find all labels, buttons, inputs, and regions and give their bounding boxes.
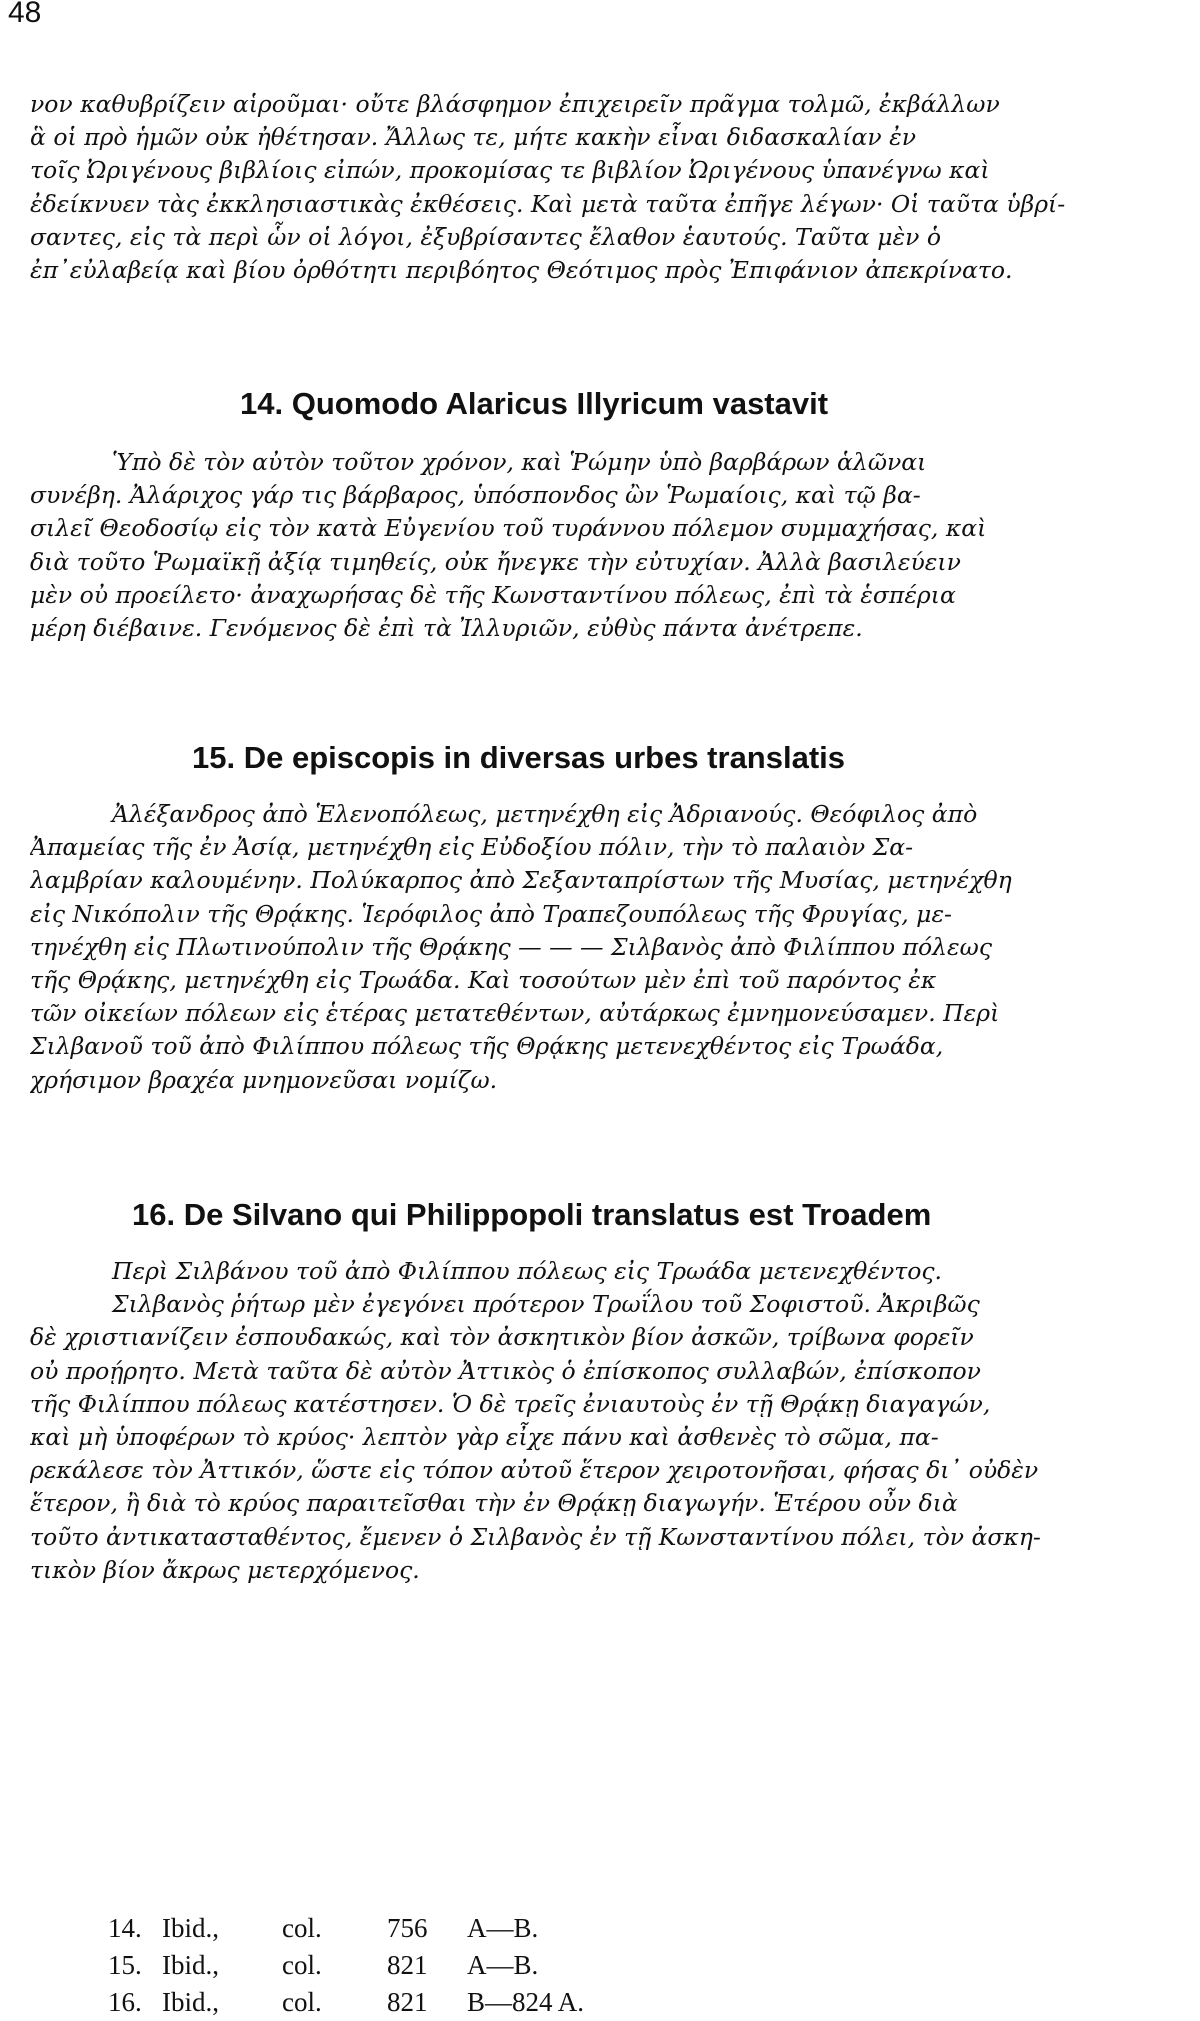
footnote-number: 14. bbox=[108, 1913, 142, 1943]
footnote-col-label: col. bbox=[282, 1950, 322, 1980]
page-number: 48 bbox=[8, 0, 42, 29]
text-line: εἰς Νικόπολιν τῆς Θρᾴκης. Ἱερόφιλος ἀπὸ Τραπεζουπόλεως τῆς Φρυγίας, με- bbox=[30, 899, 952, 928]
text-line: τῆς Θρᾴκης, μετηνέχθη εἰς Τρωάδα. Καὶ τοσούτων μὲν ἐπὶ τοῦ παρόντος ἐκ bbox=[30, 966, 937, 995]
footnote bbox=[108, 1984, 584, 2021]
text-line: Ἀλέξανδρος ἀπὸ Ἑλενοπόλεως, μετηνέχθη εἰς Ἀδριανούς. Θεόφιλος ἀπὸ bbox=[112, 800, 978, 828]
footnote-col-number: 821 bbox=[387, 1987, 428, 2017]
text-line: μέρη διέβαινε. Γενόμενος δὲ ἐπὶ τὰ Ἰλλυριῶν, εὐθὺς πάντα ἀνέτρεπε. bbox=[30, 614, 863, 643]
text-line: διὰ τοῦτο Ῥωμαϊκῇ ἀξίᾳ τιμηθείς, οὐκ ἤνεγκε τὴν εὐτυχίαν. Ἀλλὰ βασιλεύειν bbox=[30, 547, 961, 576]
text-line: σαντες, εἰς τὰ περὶ ὧν οἱ λόγοι, ἐξυβρίσαντες ἔλαθον ἑαυτούς. Ταῦτα μὲν ὁ bbox=[30, 222, 941, 251]
text-line: τηνέχθη εἰς Πλωτινούπολιν τῆς Θρᾴκης — — — Σιλβανὸς ἀπὸ Φιλίππου πόλεως bbox=[30, 932, 992, 961]
footnote-col-label: col. bbox=[282, 1987, 322, 2017]
section-heading: 15. De episcopis in diversas urbes translatis bbox=[192, 740, 846, 775]
footnote-location: A—B. bbox=[467, 1913, 539, 1943]
text-line: Ὑπὸ δὲ τὸν αὐτὸν τοῦτον χρόνον, καὶ Ῥώμην ὑπὸ βαρβάρων ἁλῶναι bbox=[112, 448, 927, 476]
footnote bbox=[108, 1947, 584, 1984]
text-line: Ἀπαμείας τῆς ἐν Ἀσίᾳ, μετηνέχθη εἰς Εὐδοξίου πόλιν, τὴν τὸ παλαιὸν Σα- bbox=[30, 833, 914, 862]
footnote-ref: Ibid., bbox=[162, 1987, 219, 2017]
text-line: Σιλβανὸς ῥήτωρ μὲν ἐγεγόνει πρότερον Τρωΐλου τοῦ Σοφιστοῦ. Ἀκριβῶς bbox=[112, 1290, 980, 1319]
text-line: ρεκάλεσε τὸν Ἀττικόν, ὥστε εἰς τόπον αὐτοῦ ἕτερον χειροτονῆσαι, φήσας δι᾿ οὐδὲν bbox=[30, 1456, 1039, 1485]
text-line: τῆς Φιλίππου πόλεως κατέστησεν. Ὁ δὲ τρεῖς ἐνιαυτοὺς ἐν τῇ Θρᾴκῃ διαγαγών, bbox=[30, 1389, 991, 1418]
text-line: Περὶ Σιλβάνου τοῦ ἀπὸ Φιλίππου πόλεως εἰς Τρωάδα μετενεχθέντος. bbox=[112, 1257, 943, 1285]
footnote-number: 15. bbox=[108, 1950, 142, 1980]
footnote-number: 16. bbox=[108, 1987, 142, 2017]
footnote bbox=[108, 1910, 584, 1947]
footnotes bbox=[108, 1910, 584, 2021]
text-line: καὶ μὴ ὑποφέρων τὸ κρύος· λεπτὸν γὰρ εἶχε πάνυ καὶ ἀσθενὲς τὸ σῶμα, πα- bbox=[30, 1423, 939, 1452]
section-body bbox=[30, 1255, 1185, 1587]
section-heading: 14. Quomodo Alaricus Illyricum vastavit bbox=[240, 386, 829, 421]
text-line: συνέβη. Ἀλάριχος γάρ τις βάρβαρος, ὑπόσπονδος ὢν Ῥωμαίοις, καὶ τῷ βα- bbox=[30, 481, 921, 510]
intro-paragraph bbox=[30, 88, 1185, 287]
text-line: ἕτερον, ἢ διὰ τὸ κρύος παραιτεῖσθαι τὴν ἐν Θρᾴκῃ διαγωγήν. Ἑτέρου οὖν διὰ bbox=[30, 1489, 958, 1518]
section-body bbox=[30, 798, 1185, 1097]
text-line: τῶν οἰκείων πόλεων εἰς ἑτέρας μετατεθέντων, αὐτάρκως ἐμνημονεύσαμεν. Περὶ bbox=[30, 999, 1000, 1028]
footnote-col-number: 756 bbox=[387, 1913, 428, 1943]
footnote-ref: Ibid., bbox=[162, 1913, 219, 1943]
text-line: ἃ οἱ πρὸ ἡμῶν οὐκ ἠθέτησαν. Ἄλλως τε, μήτε κακὴν εἶναι διδασκαλίαν ἐν bbox=[30, 123, 917, 152]
text-line: Σιλβανοῦ τοῦ ἀπὸ Φιλίππου πόλεως τῆς Θρᾴκης μετενεχθέντος εἰς Τρωάδα, bbox=[30, 1032, 944, 1061]
footnote-location: B—824 A. bbox=[467, 1987, 585, 2017]
text-line: σιλεῖ Θεοδοσίῳ εἰς τὸν κατὰ Εὐγενίου τοῦ τυράννου πόλεμον συμμαχήσας, καὶ bbox=[30, 514, 987, 543]
footnote-col-number: 821 bbox=[387, 1950, 428, 1980]
section-heading: 16. De Silvano qui Philippopoli translatus est Troadem bbox=[132, 1197, 932, 1232]
text-line: λαμβρίαν καλουμένην. Πολύκαρπος ἀπὸ Σεξανταπρίστων τῆς Μυσίας, μετηνέχθη bbox=[30, 866, 1012, 895]
text-line: ἐπ᾿εὐλαβείᾳ καὶ βίου ὀρθότητι περιβόητος Θεότιμος πρὸς Ἐπιφάνιον ἀπεκρίνατο. bbox=[30, 256, 1013, 285]
text-line: τοῖς Ὠριγένους βιβλίοις εἰπών, προκομίσας τε βιβλίον Ὠριγένους ὑπανέγνω καὶ bbox=[30, 156, 990, 185]
text-line: χρήσιμον βραχέα μνημονεῦσαι νομίζω. bbox=[30, 1065, 498, 1094]
text-line: ἐδείκνυεν τὰς ἐκκλησιαστικὰς ἐκθέσεις. Καὶ μετὰ ταῦτα ἐπῆγε λέγων· Οἱ ταῦτα ὑβρί- bbox=[30, 189, 1066, 218]
text-line: τικὸν βίον ἄκρως μετερχόμενος. bbox=[30, 1555, 420, 1584]
footnote-location: A—B. bbox=[467, 1950, 539, 1980]
section-body bbox=[30, 446, 1185, 645]
footnote-ref: Ibid., bbox=[162, 1950, 219, 1980]
text-line: νον καθυβρίζειν αἱροῦμαι· οὔτε βλάσφημον ἐπιχειρεῖν πρᾶγμα τολμῶ, ἐκβάλλων bbox=[30, 90, 1000, 118]
text-line: οὐ προῄρητο. Μετὰ ταῦτα δὲ αὐτὸν Ἀττικὸς ὁ ἐπίσκοπος συλλαβών, ἐπίσκοπον bbox=[30, 1356, 981, 1385]
text-line: τοῦτο ἀντικατασταθέντος, ἔμενεν ὁ Σιλβανὸς ἐν τῇ Κωνσταντίνου πόλει, τὸν ἀσκη- bbox=[30, 1522, 1041, 1551]
footnote-col-label: col. bbox=[282, 1913, 322, 1943]
text-line: δὲ χριστιανίζειν ἐσπουδακώς, καὶ τὸν ἀσκητικὸν βίον ἀσκῶν, τρίβωνα φορεῖν bbox=[30, 1323, 974, 1352]
text-line: μὲν οὐ προείλετο· ἀναχωρήσας δὲ τῆς Κωνσταντίνου πόλεως, ἐπὶ τὰ ἑσπέρια bbox=[30, 580, 956, 609]
